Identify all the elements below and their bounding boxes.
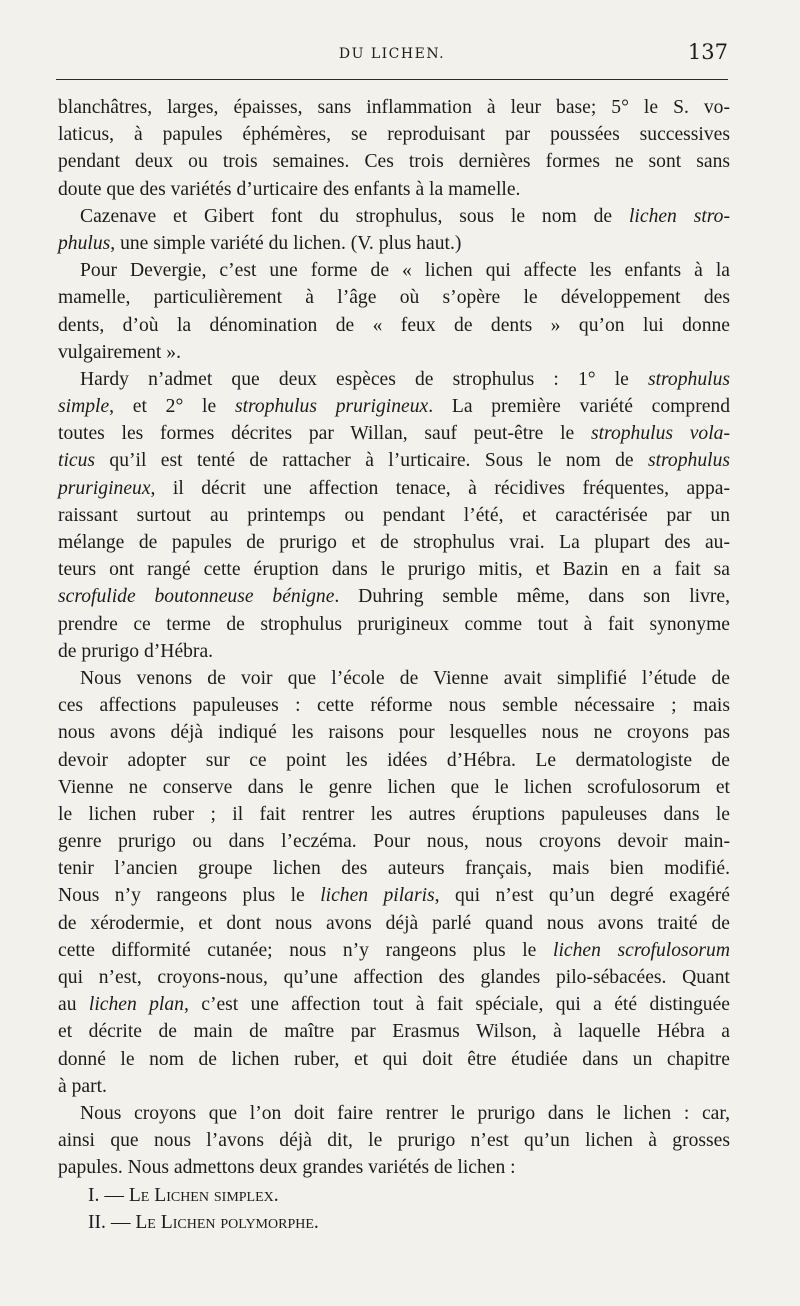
text-run: Nous venons de voir que l’école de Vienne avait simplifié l’étude de	[80, 667, 730, 689]
text-run: raissant surtout au printemps ou pendant l’été, et caractérisée par un	[58, 504, 730, 526]
text-line	[58, 475, 730, 502]
text-run: I. — Le Lichen simplex.	[88, 1184, 279, 1206]
text-run: papules. Nous admettons deux grandes variétés de lichen :	[58, 1157, 516, 1179]
text-line	[58, 176, 730, 203]
text-line	[58, 420, 730, 447]
text-run: cette difformité cutanée; nous n’y rangeons plus le	[58, 939, 554, 961]
text-run: mamelle, particulièrement à l’âge où s’opère le développement des	[58, 287, 730, 309]
running-head	[56, 40, 728, 70]
header-rule	[56, 79, 728, 80]
text-line	[58, 692, 730, 719]
text-run: pendant deux ou trois semaines. Ces trois dernières formes ne sont sans	[58, 151, 730, 173]
text-line	[58, 882, 730, 909]
text-line	[58, 611, 730, 638]
text-run: au	[58, 994, 89, 1016]
text-run: de xérodermie, et dont nous avons déjà parlé quand nous avons traité de	[58, 912, 730, 934]
text-line	[58, 1100, 730, 1127]
text-run: doute que des variétés d’urticaire des enfants à la mamelle.	[58, 178, 521, 200]
page-number: 137	[687, 40, 728, 64]
italic-term: prurigineux	[58, 477, 151, 499]
text-line	[58, 1018, 730, 1045]
text-line	[58, 366, 730, 393]
text-run: laticus, à papules éphémères, se reproduisant par poussées successives	[58, 124, 730, 146]
italic-term: lichen plan	[88, 994, 184, 1016]
text-line	[58, 991, 730, 1018]
text-line	[58, 1154, 730, 1181]
italic-term: lichen stro-	[628, 205, 731, 227]
text-line	[58, 529, 730, 556]
text-line	[58, 828, 730, 855]
text-run: teurs ont rangé cette éruption dans le prurigo mitis, et Bazin en a fait sa	[58, 559, 730, 581]
text-line	[58, 638, 730, 665]
text-line	[58, 719, 730, 746]
text-line	[58, 1046, 730, 1073]
text-run: Vienne ne conserve dans le genre lichen que le lichen scrofulosorum et	[58, 776, 730, 798]
text-run: , qui n’est qu’un degré exagéré	[434, 885, 730, 907]
text-run: , une simple variété du lichen. (V. plus haut.)	[110, 232, 462, 254]
italic-term: ticus	[58, 450, 96, 472]
text-line	[58, 230, 730, 257]
text-line	[58, 937, 730, 964]
text-run: . La première variété comprend	[428, 396, 731, 418]
text-run: blanchâtres, larges, épaisses, sans inflammation à leur base; 5° le S. vo-	[58, 97, 730, 118]
text-run: qu’il est tenté de rattacher à l’urticaire. Sous le nom de	[95, 450, 648, 472]
text-run: qui n’est, croyons-nous, qu’une affection des glandes pilo-sébacées. Quant	[58, 967, 730, 988]
text-run: à part.	[58, 1075, 107, 1097]
text-run: Pour Devergie, c’est une forme de « lichen qui affecte les enfants à la	[80, 260, 730, 282]
text-run: vulgairement ».	[58, 341, 181, 363]
text-run: . Duhring semble même, dans son livre,	[334, 586, 730, 608]
text-run: , et 2° le	[109, 396, 235, 418]
body-text	[58, 94, 730, 1236]
italic-term: strophulus	[647, 368, 730, 390]
text-line	[58, 801, 730, 828]
text-line	[58, 747, 730, 774]
text-line	[58, 94, 730, 121]
text-run: Hardy n’admet que deux espèces de strophulus : 1° le	[80, 368, 648, 390]
text-line	[58, 393, 730, 420]
text-run: dents, d’où la dénomination de « feux de dents » qu’on lui donne	[58, 314, 730, 336]
text-line	[58, 284, 730, 311]
italic-term: lichen scrofulosorum	[553, 939, 731, 961]
text-run: et décrite de main de maître par Erasmus Wilson, à laquelle Hébra a	[58, 1021, 730, 1043]
text-line	[58, 774, 730, 801]
text-line	[58, 964, 730, 991]
text-line	[58, 855, 730, 882]
italic-term: strophulus prurigineux	[234, 396, 429, 418]
text-run: II. — Le Lichen polymorphe.	[88, 1211, 319, 1233]
text-run: de prurigo d’Hébra.	[58, 640, 214, 662]
text-line	[58, 257, 730, 284]
italic-term: simple	[58, 396, 110, 418]
text-line	[58, 665, 730, 692]
text-line	[58, 121, 730, 148]
text-line	[58, 148, 730, 175]
text-run: ainsi que nous l’avons déjà dit, le prurigo n’est qu’un lichen à grosses	[58, 1130, 730, 1152]
text-run: Nous croyons que l’on doit faire rentrer le prurigo dans le lichen : car,	[80, 1102, 730, 1124]
text-line	[58, 556, 730, 583]
text-run: genre prurigo ou dans l’eczéma. Pour nous, nous croyons devoir main-	[58, 831, 730, 853]
text-line	[58, 203, 730, 230]
text-line	[58, 339, 730, 366]
list-item	[58, 1182, 730, 1209]
text-run: donné le nom de lichen ruber, et qui doit être étudiée dans un chapitre	[58, 1048, 730, 1070]
text-run: toutes les formes décrites par Willan, sauf peut-être le	[58, 423, 591, 445]
italic-term: strophulus vola-	[590, 423, 730, 445]
running-title: DU LICHEN.	[338, 46, 446, 62]
text-line	[58, 502, 730, 529]
text-run: Nous n’y rangeons plus le	[58, 885, 321, 907]
text-run: ces affections papuleuses : cette réforme nous semble nécessaire ; mais	[58, 695, 730, 717]
italic-term: phulus	[58, 232, 111, 254]
text-run: le lichen ruber ; il fait rentrer les autres éruptions papuleuses dans le	[58, 803, 730, 825]
text-line	[58, 583, 730, 610]
text-line	[58, 1127, 730, 1154]
text-run: , il décrit une affection tenace, à récidives fréquentes, appa-	[150, 477, 730, 499]
text-line	[58, 312, 730, 339]
text-line	[58, 447, 730, 474]
text-run: devoir adopter sur ce point les idées d’Hébra. Le dermatologiste de	[58, 749, 730, 771]
italic-term: lichen pilaris	[320, 885, 435, 907]
text-run: , c’est une affection tout à fait spéciale, qui a été distinguée	[183, 994, 730, 1016]
list-item	[58, 1209, 730, 1236]
text-line	[58, 1073, 730, 1100]
text-run: tenir l’ancien groupe lichen des auteurs français, mais bien modifié.	[58, 858, 730, 880]
text-run: nous avons déjà indiqué les raisons pour lesquelles nous ne croyons pas	[58, 722, 730, 744]
text-run: mélange de papules de prurigo et de strophulus vrai. La plupart des au-	[58, 532, 730, 553]
italic-term: strophulus	[647, 450, 730, 472]
text-line	[58, 910, 730, 937]
italic-term: scrofulide boutonneuse bénigne	[58, 586, 335, 608]
text-run: Cazenave et Gibert font du strophulus, sous le nom de	[80, 205, 629, 227]
text-run: prendre ce terme de strophulus prurigineux comme tout à fait synonyme	[58, 613, 730, 635]
